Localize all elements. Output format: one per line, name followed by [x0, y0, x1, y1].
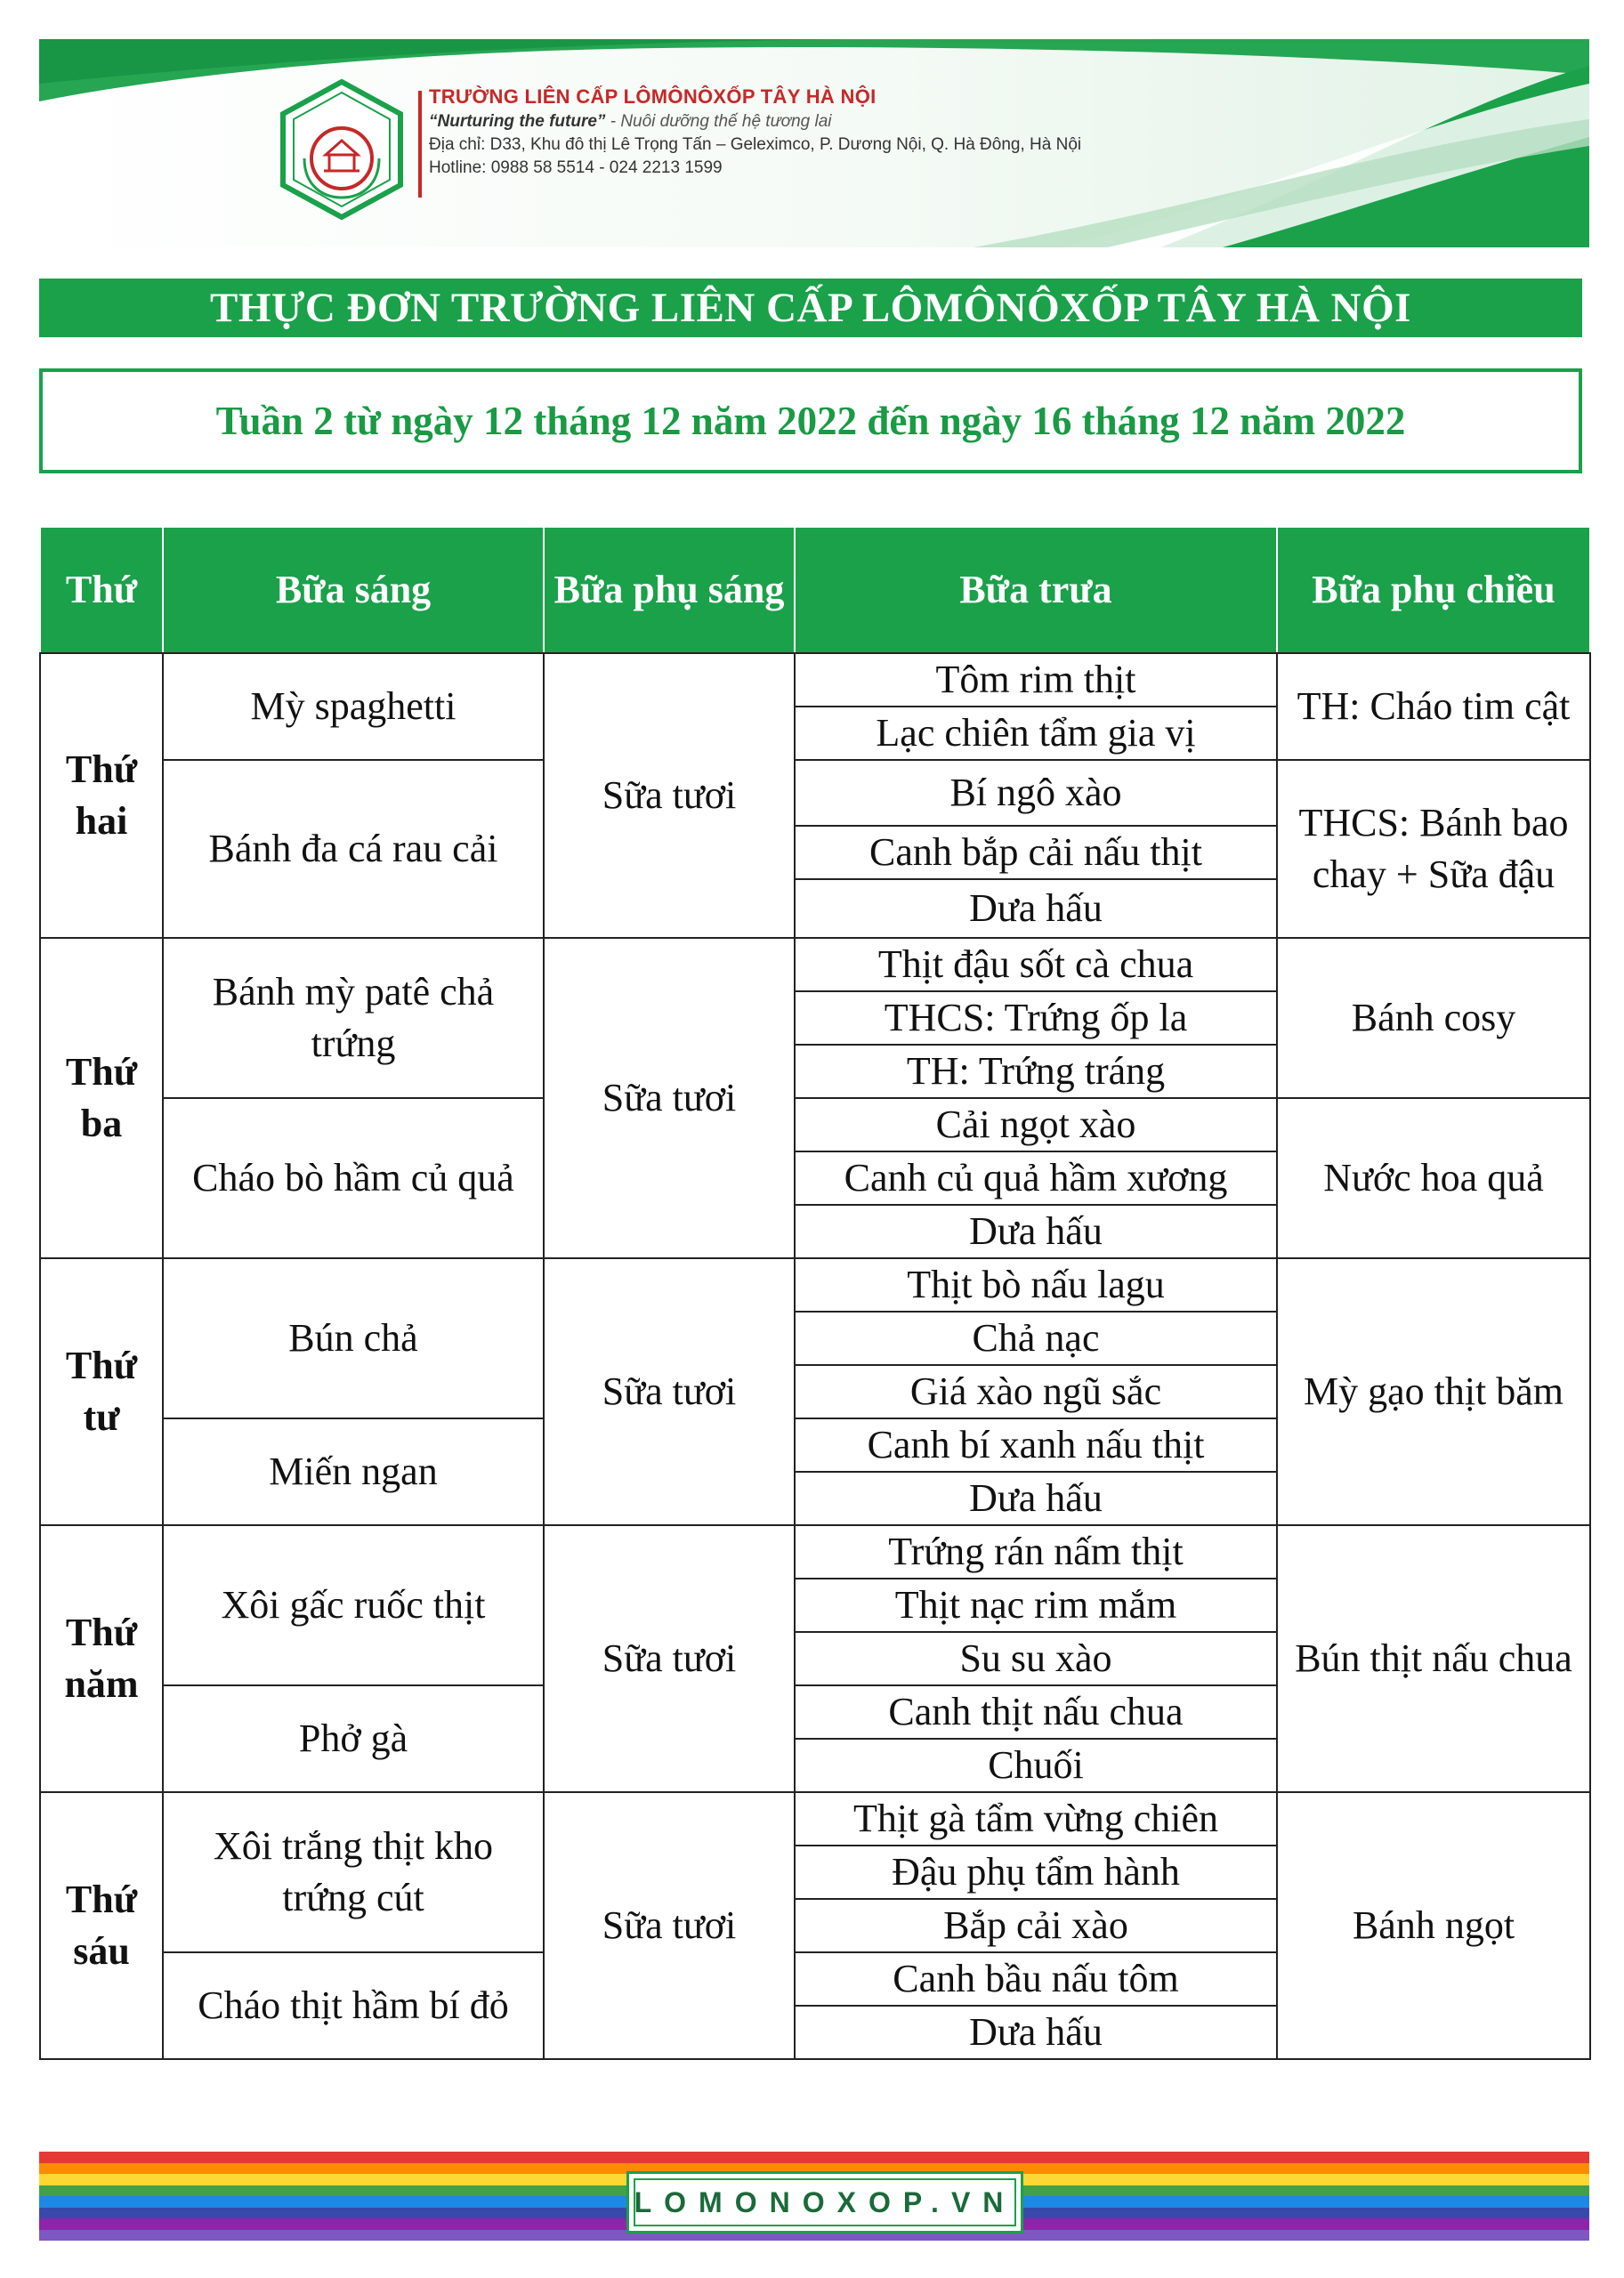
lunch-item: Giá xào ngũ sắc [795, 1365, 1277, 1418]
lunch-item: Đậu phụ tẩm hành [795, 1846, 1277, 1899]
week-range: Tuần 2 từ ngày 12 tháng 12 năm 2022 đến ngày 16 tháng 12 năm 2022 [39, 368, 1582, 473]
header-banner [39, 39, 1589, 247]
morning-snack-cell: Sữa tươi [544, 653, 795, 938]
menu-table [39, 526, 1591, 2060]
lunch-item: Dưa hấu [795, 1472, 1277, 1525]
lunch-item: Thịt bò nấu lagu [795, 1258, 1277, 1312]
morning-snack-cell: Sữa tươi [544, 1258, 795, 1525]
lunch-item: Tôm rim thịt [795, 653, 1277, 707]
lunch-item: Canh bắp cải nấu thịt [795, 826, 1277, 879]
school-hotline: Hotline: 0988 58 5514 - 024 2213 1599 [429, 158, 723, 177]
col-header-breakfast: Bữa sáng [163, 527, 544, 653]
breakfast-cell: Bánh mỳ patê chả trứng [163, 938, 544, 1098]
day-cell: Thứ năm [40, 1525, 163, 1792]
day-cell: Thứ hai [40, 653, 163, 938]
lunch-item: Dưa hấu [795, 1205, 1277, 1258]
table-row [40, 653, 1590, 707]
lunch-item: Canh thịt nấu chua [795, 1685, 1277, 1739]
menu-title: THỰC ĐƠN TRƯỜNG LIÊN CẤP LÔMÔNÔXỐP TÂY HÀ NỘI [39, 279, 1582, 337]
afternoon-snack-cell: THCS: Bánh bao chay + Sữa đậu [1277, 760, 1590, 938]
table-row [40, 1258, 1590, 1312]
slogan-vi: - Nuôi dưỡng thế hệ tương lai [605, 112, 832, 131]
lunch-item: Canh củ quả hầm xương [795, 1151, 1277, 1205]
lunch-item: Thịt nạc rim mắm [795, 1579, 1277, 1632]
breakfast-cell: Xôi trắng thịt kho trứng cút [163, 1792, 544, 1952]
afternoon-snack-cell: Bún thịt nấu chua [1277, 1525, 1590, 1792]
breakfast-cell: Xôi gấc ruốc thịt [163, 1525, 544, 1685]
school-name: TRƯỜNG LIÊN CẤP LÔMÔNÔXỐP TÂY HÀ NỘI [429, 85, 877, 108]
col-header-morning-snack: Bữa phụ sáng [544, 527, 795, 653]
lunch-item: Bắp cải xào [795, 1899, 1277, 1952]
lunch-item: Lạc chiên tẩm gia vị [795, 707, 1277, 760]
afternoon-snack-cell: Bánh ngọt [1277, 1792, 1590, 2059]
footer-rainbow [39, 2152, 1589, 2241]
lunch-item: Trứng rán nấm thịt [795, 1525, 1277, 1579]
col-header-afternoon-snack: Bữa phụ chiều [1277, 527, 1590, 653]
breakfast-cell: Bún chả [163, 1258, 544, 1418]
afternoon-snack-cell: TH: Cháo tim cật [1277, 653, 1590, 760]
lunch-item: Bí ngô xào [795, 760, 1277, 826]
lunch-item: Dưa hấu [795, 879, 1277, 938]
breakfast-cell: Phở gà [163, 1685, 544, 1792]
day-cell: Thứ sáu [40, 1792, 163, 2059]
school-logo [278, 78, 406, 221]
website-link[interactable]: LOMONOXOP.VN [626, 2171, 1023, 2234]
breakfast-cell: Bánh đa cá rau cải [163, 760, 544, 938]
lunch-item: Chả nạc [795, 1312, 1277, 1365]
afternoon-snack-cell: Bánh cosy [1277, 938, 1590, 1098]
lunch-item: Canh bầu nấu tôm [795, 1952, 1277, 2006]
day-cell: Thứ tư [40, 1258, 163, 1525]
morning-snack-cell: Sữa tươi [544, 938, 795, 1258]
afternoon-snack-cell: Nước hoa quả [1277, 1098, 1590, 1258]
afternoon-snack-cell: Mỳ gạo thịt băm [1277, 1258, 1590, 1525]
table-row [40, 1792, 1590, 1846]
footer-stripe [39, 2152, 1589, 2163]
lunch-item: TH: Trứng tráng [795, 1045, 1277, 1098]
table-row [40, 938, 1590, 991]
school-slogan [429, 112, 1081, 132]
lunch-item: Thịt đậu sốt cà chua [795, 938, 1277, 991]
lunch-item: Cải ngọt xào [795, 1098, 1277, 1151]
table-header-row [40, 527, 1590, 653]
school-address: Địa chỉ: D33, Khu đô thị Lê Trọng Tấn – Geleximco, P. Dương Nội, Q. Hà Đông, Hà Nội [429, 135, 1082, 154]
table-row [40, 760, 1590, 826]
table-row [40, 1525, 1590, 1579]
breakfast-cell: Cháo bò hầm củ quả [163, 1098, 544, 1258]
slogan-en: “Nurturing the future” [429, 112, 606, 131]
lunch-item: Chuối [795, 1739, 1277, 1792]
lunch-item: Dưa hấu [795, 2006, 1277, 2059]
col-header-day: Thứ [40, 527, 163, 653]
table-row [40, 1098, 1590, 1151]
lunch-item: Su su xào [795, 1632, 1277, 1685]
morning-snack-cell: Sữa tươi [544, 1792, 795, 2059]
breakfast-cell: Miến ngan [163, 1418, 544, 1525]
morning-snack-cell: Sữa tươi [544, 1525, 795, 1792]
day-cell: Thứ ba [40, 938, 163, 1258]
breakfast-cell: Mỳ spaghetti [163, 653, 544, 760]
red-divider [418, 91, 422, 198]
school-logo-icon [278, 78, 406, 221]
lunch-item: Thịt gà tẩm vừng chiên [795, 1792, 1277, 1846]
breakfast-cell: Cháo thịt hầm bí đỏ [163, 1952, 544, 2059]
lunch-item: Canh bí xanh nấu thịt [795, 1418, 1277, 1472]
school-info [429, 85, 1081, 178]
col-header-lunch: Bữa trưa [795, 527, 1277, 653]
lunch-item: THCS: Trứng ốp la [795, 991, 1277, 1045]
